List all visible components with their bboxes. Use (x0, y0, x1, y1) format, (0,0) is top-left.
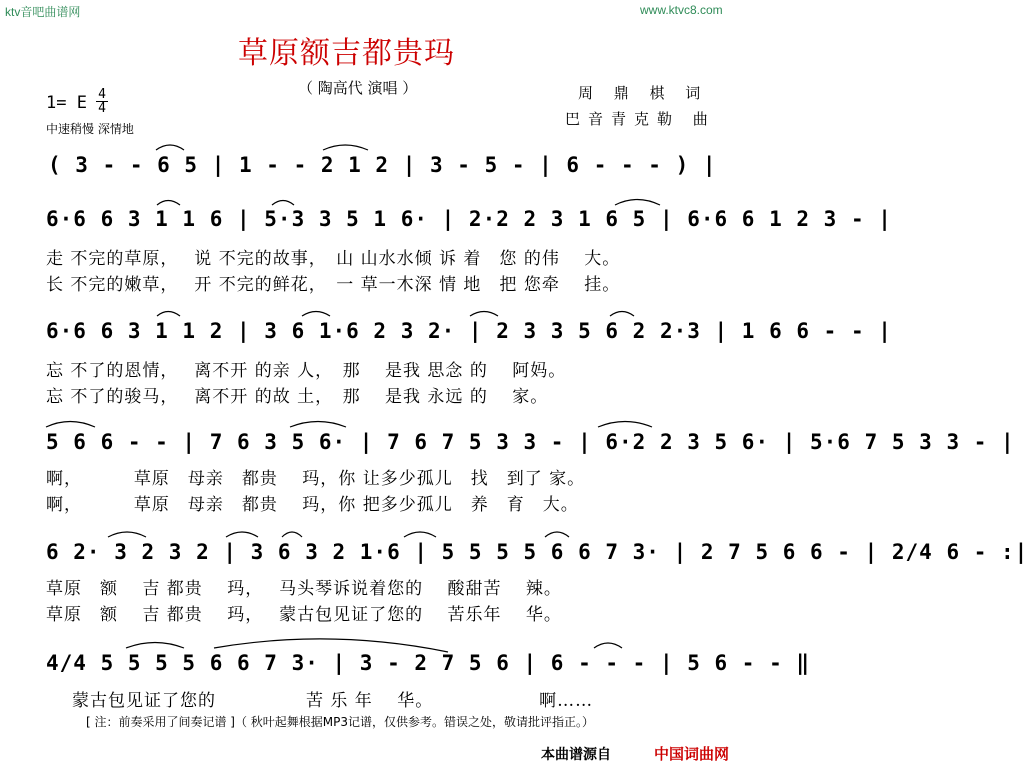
page-title: 草原额吉都贵玛 (238, 36, 455, 71)
lyric-row-2-verse-1: 走 不完的草原， 说 不完的故事， 山 山水水倾 诉 着 您 的伟 大。 (46, 249, 621, 269)
slur-arc (545, 532, 569, 537)
source-site-link[interactable]: 中国词曲网 (654, 745, 730, 763)
slur-arc (610, 312, 634, 317)
slur-arc (157, 312, 180, 317)
lyricist-credit: 周 鼎 棋 词 (578, 84, 709, 102)
source-label: 本曲谱源自 (541, 747, 611, 763)
notation-row-2: 6·6 6 3 1 1 6 | 5·3 3 5 1 6· | 2·2 2 3 1 6 5 | 6·6 6 1 2 3 - | (46, 207, 892, 231)
lyric-row-6-verse-1: 蒙古包见证了您的 苦 乐 年 华。 啊…… (72, 691, 594, 711)
lyric-row-5-verse-1: 草原 额 吉 都贵 玛， 马头琴诉说着您的 酸甜苦 辣。 (46, 579, 562, 599)
slur-arc (226, 532, 258, 537)
slur-arc (282, 532, 302, 537)
slur-arc (156, 145, 184, 150)
slur-arc (323, 145, 368, 150)
lyric-row-2-verse-2: 长 不完的嫩草， 开 不完的鲜花， 一 草一木深 情 地 把 您牵 挂。 (46, 275, 621, 295)
composer-credit: 巴音青克勒 曲 (565, 110, 716, 128)
tempo-marking: 中速稍慢 深情地 (46, 122, 134, 136)
watermark-right: www.ktvc8.com (640, 3, 723, 17)
slur-arc (470, 312, 498, 317)
slur-arc (126, 643, 184, 649)
lyric-row-4-verse-1: 啊， 草原 母亲 都贵 玛，你 让多少孤儿 找 到了 家。 (46, 469, 586, 489)
slur-arc (598, 422, 652, 428)
lyric-row-3-verse-1: 忘 不了的恩情， 离不开 的亲 人， 那 是我 思念 的 阿妈。 (46, 361, 567, 381)
lyric-row-4-verse-2: 啊， 草原 母亲 都贵 玛，你 把多少孤儿 养 育 大。 (46, 495, 579, 515)
notation-row-1: ( 3 - - 6 5 | 1 - - 2 1 2 | 3 - 5 - | 6 - - - ) | (48, 153, 717, 177)
transcription-footnote: [ 注：前奏采用了间奏记谱 ]（ 秋叶起舞根据MP3记谱，仅供参考。错误之处，敬请批评指正。） (86, 715, 595, 729)
notation-row-6: 4/4 5 5 5 5 6 6 7 3· | 3 - 2 7 5 6 | 6 - - - | 5 6 - - ‖ (46, 651, 811, 675)
slur-arc (290, 422, 346, 428)
slur-arc (46, 422, 95, 428)
time-signature (96, 88, 108, 115)
key-signature: 1= E (46, 93, 87, 113)
slur-arc (615, 200, 660, 206)
watermark-left: ktv音吧曲谱网 (5, 5, 81, 19)
notation-row-3: 6·6 6 3 1 1 2 | 3 6 1·6 2 3 2· | 2 3 3 5 6 2 2·3 | 1 6 6 - - | (46, 319, 892, 343)
slur-arc (594, 643, 622, 648)
slur-arc (157, 201, 180, 206)
time-sig-top: 4 (98, 87, 106, 102)
slur-arc (404, 532, 436, 537)
singer-line: （ 陶高代 演唱 ） (298, 79, 418, 97)
notation-row-4: 5 6 6 - - | 7 6 3 5 6· | 7 6 7 5 3 3 - | 6·2 2 3 5 6· | 5·6 7 5 3 3 - | (46, 430, 1015, 454)
notation-row-5: 6 2· 3 2 3 2 | 3 6 3 2 1·6 | 5 5 5 5 6 6 7 3· | 2 7 5 6 6 - | 2/4 6 - :| (46, 540, 1028, 564)
slur-arc (272, 201, 294, 206)
time-sig-bottom: 4 (98, 101, 106, 116)
slur-arc (108, 532, 146, 537)
slur-arc (302, 312, 330, 317)
lyric-row-3-verse-2: 忘 不了的骏马， 离不开 的故 土， 那 是我 永远 的 家。 (46, 387, 549, 407)
lyric-row-5-verse-2: 草原 额 吉 都贵 玛， 蒙古包见证了您的 苦乐年 华。 (46, 605, 562, 625)
